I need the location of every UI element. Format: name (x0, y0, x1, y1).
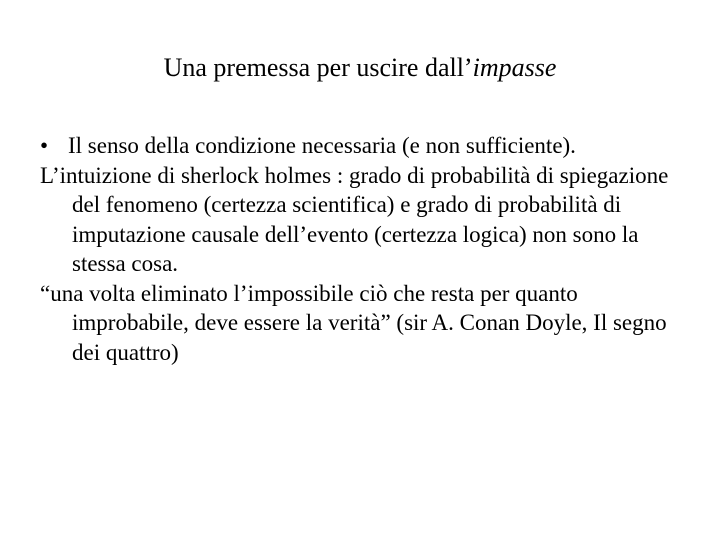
slide-body (40, 131, 690, 367)
paragraph-sherlock: L’intuizione di sherlock holmes : grado di probabilità di spiegazione del fenomeno (certezza scientifica) e grado di probabilità di imputazione causale dell’evento (certezza logica) non sono la stessa cosa. (40, 162, 669, 276)
slide-title (0, 52, 720, 84)
slide-title-italic: impasse (472, 53, 557, 82)
bullet-symbol: • (40, 133, 49, 158)
paragraph-quote: “una volta eliminato l’impossibile ciò che resta per quanto improbabile, deve essere la verità” (sir A. Conan Doyle, Il segno dei quattro) (40, 280, 667, 365)
bullet-paragraph (40, 131, 690, 161)
slide-title-main: Una premessa per uscire dall’ (163, 53, 473, 82)
paragraph-text: Il senso della condizione necessaria (e non sufficiente). (68, 133, 576, 158)
